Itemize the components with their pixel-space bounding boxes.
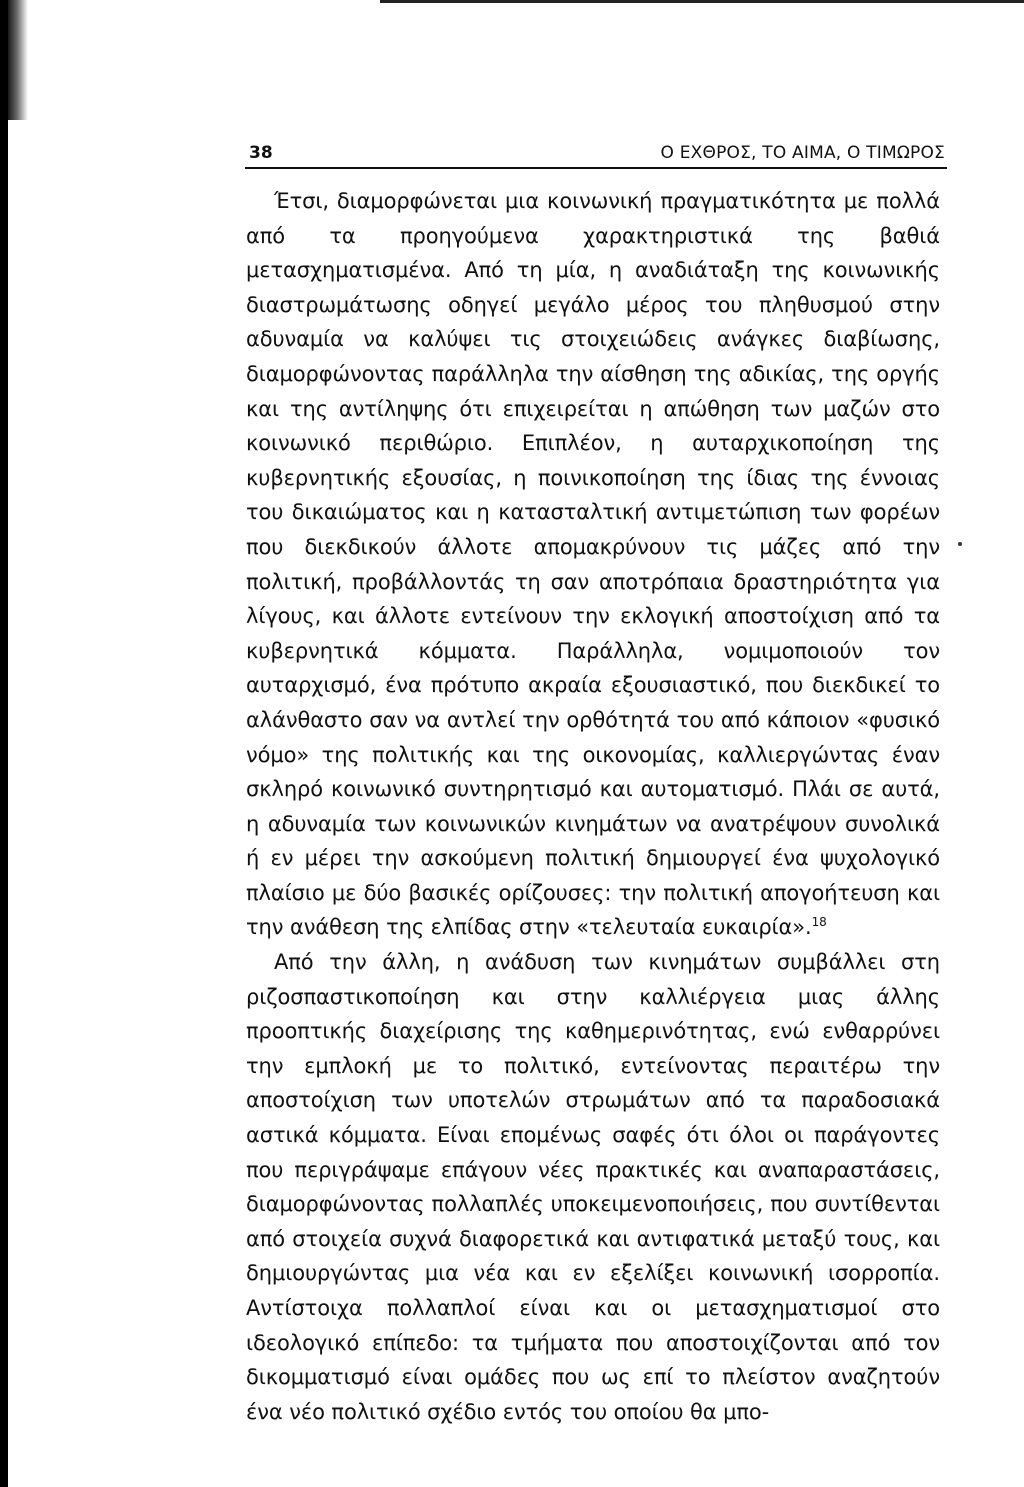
margin-mark xyxy=(958,542,962,546)
paragraph-text: Έτσι, διαμορφώνεται μια κοινωνική πραγματικότητα με πολλά από τα προηγούμενα χαρακτηριστικά της βαθιά μετασχηματισμένα. Από τη μία, η αναδιάταξη της κοινωνικής διαστρωμάτωσης οδηγεί μεγάλο μέρος του πληθυσμού στην αδυναμία να καλύψει τις στοιχειώδεις ανάγκες διαβίωσης, διαμορφώνοντας παράλληλα την αίσθηση της αδικίας, της οργής και της αντίληψης ότι επιχειρείται η απώθηση των μαζών στο κοινωνικό περιθώριο. Επιπλέον, η αυταρχικοποίηση της κυβερνητικής εξουσίας, η ποινικοποίηση της ίδιας της έννοιας του δικαιώματος και η κατασταλτική αντιμετώπιση των φορέων που διεκδικούν άλλοτε απομακρύνουν τις μάζες από την πολιτική, προβάλλοντάς τη σαν αποτρόπαια δραστηριότητα για λίγους, και άλλοτε εντείνουν την εκλογική αποστοίχιση από τα κυβερνητικά κόμματα. Παράλληλα, νομιμοποιούν τον αυταρχισμό, ένα πρότυπο ακραία εξουσιαστικό, που διεκδικεί το αλάνθαστο σαν να αντλεί την ορθότητά του από κάποιον «φυσικό νόμο» της πολιτικής και της οικονομίας, καλλιεργώντας έναν σκληρό κοινωνικό συντηρητισμό και αυτοματισμό. Πλάι σε αυτά, η αδυναμία των κοινωνικών κινημάτων να ανατρέψουν συνολικά ή εν μέρει την ασκούμενη πολιτική δημιουργεί ένα ψυχολογικό πλαίσιο με δύο βασικές ορίζουσες: την πολιτική απογοήτευση και την ανάθεση της ελπίδας στην «τελευταία ευκαιρία». xyxy=(246,189,940,940)
scan-top-line xyxy=(380,0,1024,3)
scan-smudge xyxy=(8,0,28,120)
page-number: 38 xyxy=(249,143,273,163)
body-text xyxy=(246,184,940,1429)
running-header xyxy=(245,141,947,169)
paragraph xyxy=(246,184,940,945)
paragraph-text: Από την άλλη, η ανάδυση των κινημάτων συμβάλλει στη ριζοσπαστικοποίηση και στην καλλιέργεια μιας άλλης προοπτικής διαχείρισης της καθημερινότητας, ενώ ενθαρρύνει την εμπλοκή με το πολιτικό, εντείνοντας περαιτέρω την αποστοίχιση των υποτελών στρωμάτων από τα παραδοσιακά αστικά κόμματα. Είναι επομένως σαφές ότι όλοι οι παράγοντες που περιγράψαμε επάγουν νέες πρακτικές και αναπαραστάσεις, διαμορφώνοντας πολλαπλές υποκειμενοποιήσεις, που συντίθενται από στοιχεία συχνά διαφορετικά και αντιφατικά μεταξύ τους, και δημιουργώντας μια νέα και εν εξελίξει κοινωνική ισορροπία. Αντίστοιχα πολλαπλοί είναι και οι μετασχηματισμοί στο ιδεολογικό επίπεδο: τα τμήματα που αποστοιχίζονται από τον δικομματισμό είναι ομάδες που ως επί το πλείστον αναζητούν ένα νέο πολιτικό σχέδιο εντός του οποίου θα μπο- xyxy=(246,950,940,1424)
paragraph xyxy=(246,945,940,1429)
scan-edge xyxy=(0,0,8,1487)
running-title: Ο ΕΧΘΡΟΣ, ΤΟ ΑΙΜΑ, Ο ΤΙΜΩΡΟΣ xyxy=(660,143,945,163)
footnote-reference: 18 xyxy=(811,915,827,930)
